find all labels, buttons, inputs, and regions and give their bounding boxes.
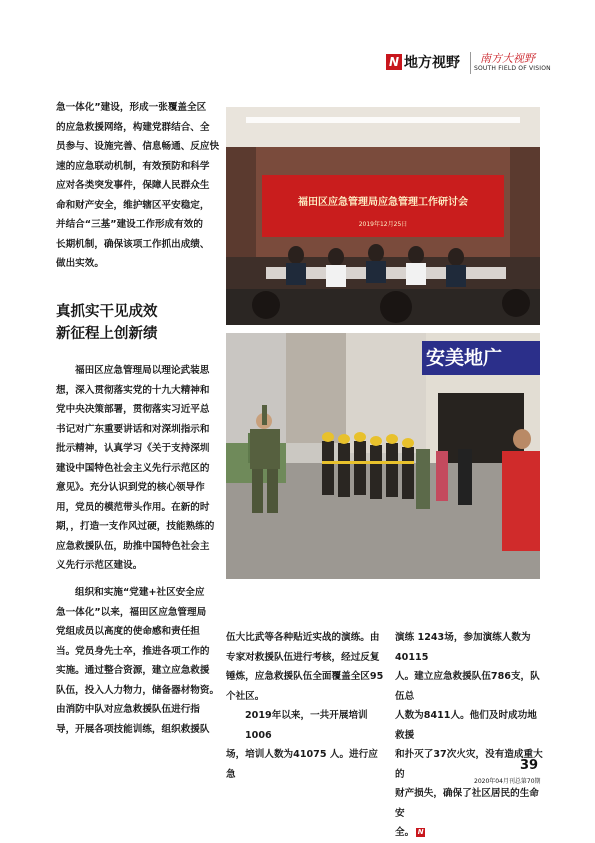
section-heading: 真抓实干见成效 新征程上创新绩 [56, 304, 158, 342]
magazine-logo-icon: N [386, 54, 402, 70]
body-paragraph-2: 福田区应急管理局以理论武装思 想，深入贯彻落实党的十九大精神和 党中央决策部署，贯彻落实习近平总 书记对广东重要讲话和对深圳指示和 批示精神，认真学习《关于支持深圳 建设中国特色社会主义先行示范区的 意见》。充分认识到党的核心领导作 用，党员的模范带头作用。在新的时 期，，打造一支作风过硬，技能熟练的 应急救援队伍，助推中国特色社会主 义先行示范区建设。 [56, 365, 215, 571]
magazine-header [386, 52, 551, 78]
column-3-paragraph: 演练 1243场，参加演练人数为40115 人。建立应急救援队伍786支，队伍总 人数为8411人。他们及时成功地救援 和扑灭了37次火灾，没有造成重大的 财产损失，确保了社区居民的生命安 全。 N [395, 632, 543, 838]
drill-photo [226, 333, 540, 579]
column-name: 地方视野 [404, 55, 460, 71]
meeting-photo [226, 107, 540, 325]
column-2-paragraph-b: 2019年以来，一共开展培训1006 场，培训人数为41075 人。进行应急 [226, 710, 378, 780]
brand-name-en: SOUTH FIELD OF VISION [474, 65, 551, 72]
page-number: 39 [520, 758, 539, 773]
meeting-banner-date: 2019年12月25日 [358, 221, 408, 228]
brand-name: 南方大视野 [480, 52, 535, 65]
meeting-photo-graphic [226, 107, 540, 325]
meeting-banner-title: 福田区应急管理局应急管理工作研讨会 [298, 197, 468, 208]
issue-info: 2020年04月刊总第70期 [474, 778, 541, 785]
header-divider [470, 52, 471, 74]
intro-paragraph: 急一体化”建设，形成一张覆盖全区 的应急救援网络，构建党群结合、全 员参与、设施完善、信息畅通、反应快 速的应急联动机制，有效预防和科学 应对各类突发事件，保障人民群众生 命和财产安全，维护辖区平安稳定， 并结合“三基”建设工作形成有效的 长期机制，确保该项工作抓出成绩、 做出实效。 [56, 102, 220, 269]
shop-sign: 安美地广 [426, 347, 503, 369]
body-paragraph-3: 组织和实施“党建+社区安全应 急一体化”以来，福田区应急管理局 党组成员以高度的使命感和责任担 当。党员身先士卒，推进各项工作的 实施。通过整合资源，建立应急救援 队伍，投入人力物力，储备器材物资。 由消防中队对应急救援队伍进行指 导，开展各项技能训练，组织救援队 [56, 587, 220, 735]
column-2-paragraph-a: 伍大比武等各种贴近实战的演练。由 专家对救援队伍进行考核，经过反复 锤炼，应急救援队伍全面覆盖全区95 个社区。 [226, 632, 384, 702]
end-mark-icon: N [417, 827, 424, 836]
